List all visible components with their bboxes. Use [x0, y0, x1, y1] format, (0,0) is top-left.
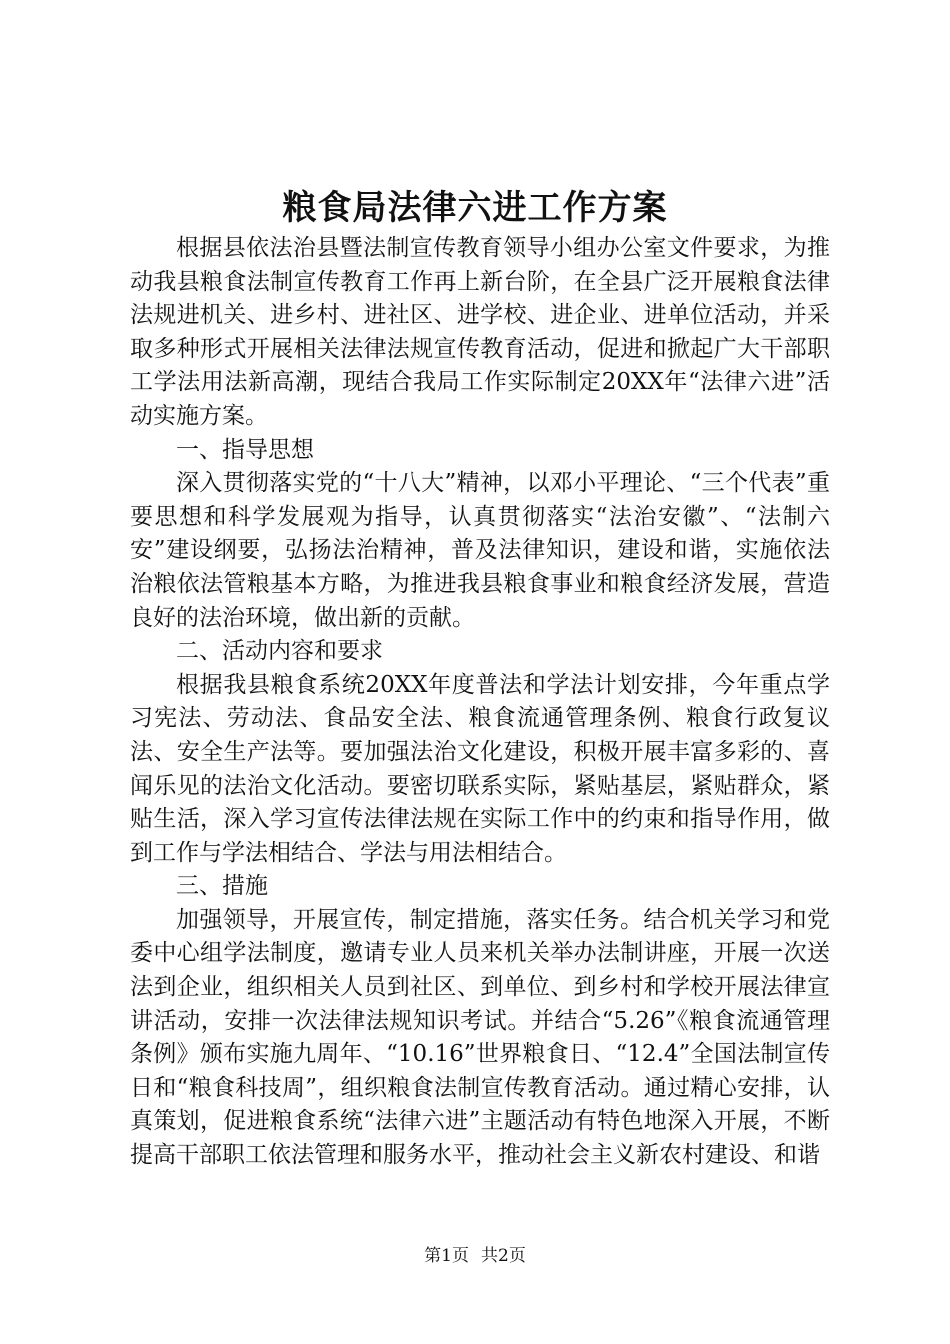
document-body	[130, 232, 830, 1173]
document-title: 粮食局法律六进工作方案	[282, 188, 668, 228]
page-number-total: 共2页	[481, 1246, 526, 1266]
paragraph-intro: 根据县依法治县暨法制宣传教育领导小组办公室文件要求，为推动我县粮食法制宣传教育工作再上新台阶，在全县广泛开展粮食法律法规进机关、进乡村、进社区、进学校、进企业、进单位活动，并采取多种形式开展相关法律法规宣传教育活动，促进和掀起广大干部职工学法用法新高潮，现结合我局工作实际制定20XX年“法律六进”活动实施方案。	[130, 235, 830, 429]
page-number-current: 第1页	[424, 1246, 469, 1266]
section-heading-measures: 三、措施	[176, 873, 268, 900]
paragraph-guiding-ideology: 深入贯彻落实党的“十八大”精神，以邓小平理论、“三个代表”重要思想和科学发展观为指导，认真贯彻落实“法治安徽”、“法制六安”建设纲要，弘扬法治精神，普及法律知识，建设和谐，实施依法治粮依法管粮基本方略，为推进我县粮食事业和粮食经济发展，营造良好的法治环境，做出新的贡献。	[130, 470, 830, 631]
section-heading-activity-content: 二、活动内容和要求	[176, 638, 383, 665]
section-heading-guiding-ideology: 一、指导思想	[176, 436, 314, 463]
paragraph-measures: 加强领导，开展宣传，制定措施，落实任务。结合机关学习和党委中心组学法制度，邀请专业人员来机关举办法制讲座，开展一次送法到企业，组织相关人员到社区、到单位、到乡村和学校开展法律宣讲活动，安排一次法律法规知识考试。并结合“5.26”《粮食流通管理条例》颁布实施九周年、“10.16”世界粮食日、“12.4”全国法制宣传日和“粮食科技周”，组织粮食法制宣传教育活动。通过精心安排，认真策划，促进粮食系统“法律六进”主题活动有特色地深入开展，不断提高干部职工依法管理和服务水平，推动社会主义新农村建设、和谐	[130, 906, 830, 1169]
page-footer	[0, 1244, 950, 1268]
paragraph-activity-content: 根据我县粮食系统20XX年度普法和学法计划安排，今年重点学习宪法、劳动法、食品安全法、粮食流通管理条例、粮食行政复议法、安全生产法等。要加强法治文化建设，积极开展丰富多彩的、喜闻乐见的法治文化活动。要密切联系实际，紧贴基层，紧贴群众，紧贴生活，深入学习宣传法律法规在实际工作中的约束和指导作用，做到工作与学法相结合、学法与用法相结合。	[130, 671, 830, 866]
